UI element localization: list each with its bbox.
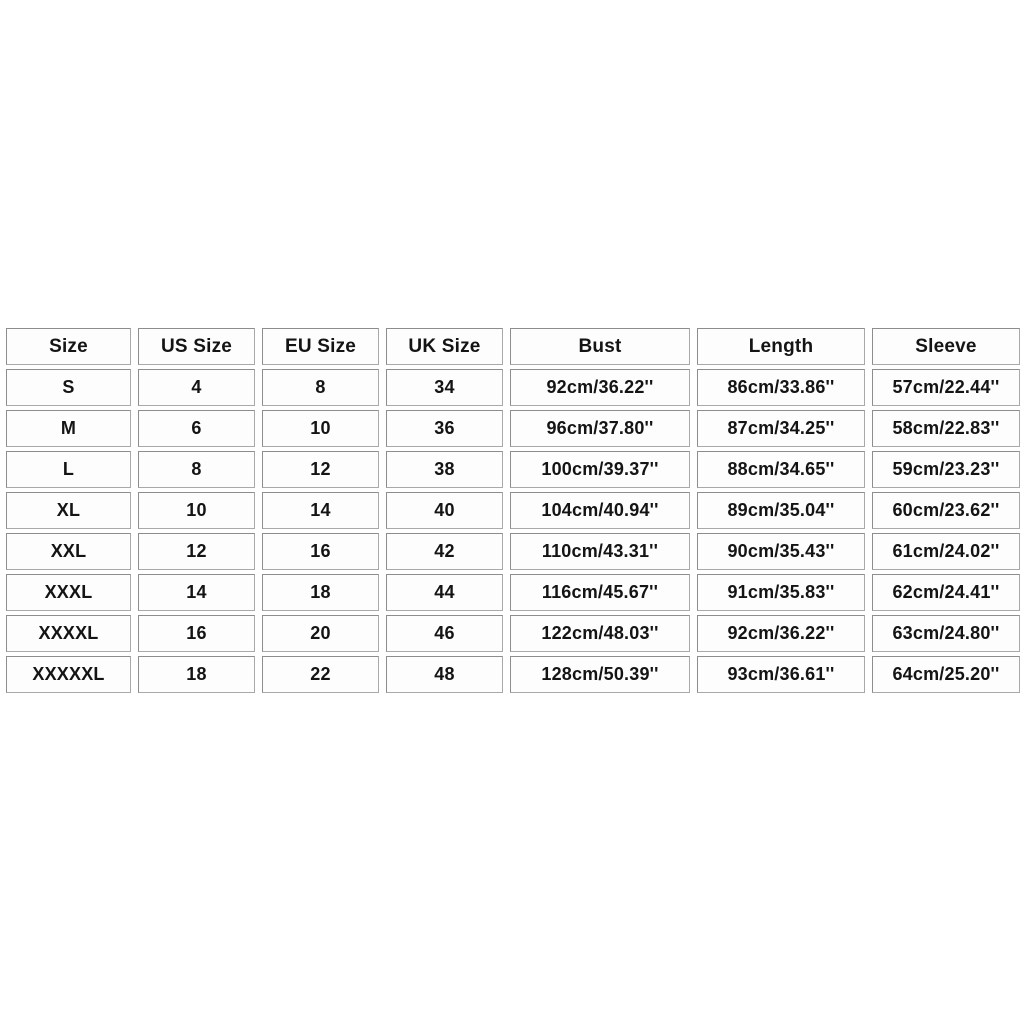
column-header-cell: Length bbox=[697, 328, 865, 365]
table-cell: 100cm/39.37'' bbox=[510, 451, 690, 488]
table-cell: 34 bbox=[386, 369, 503, 406]
table-cell: 12 bbox=[138, 533, 255, 570]
table-cell: 64cm/25.20'' bbox=[872, 656, 1020, 693]
table-cell: 89cm/35.04'' bbox=[697, 492, 865, 529]
table-cell: 91cm/35.83'' bbox=[697, 574, 865, 611]
table-cell: 59cm/23.23'' bbox=[872, 451, 1020, 488]
size-chart-table bbox=[6, 328, 1020, 693]
table-cell: 18 bbox=[262, 574, 379, 611]
table-cell: 36 bbox=[386, 410, 503, 447]
size-label-cell: L bbox=[6, 451, 131, 488]
table-cell: 110cm/43.31'' bbox=[510, 533, 690, 570]
table-cell: 14 bbox=[262, 492, 379, 529]
table-cell: 10 bbox=[262, 410, 379, 447]
table-cell: 122cm/48.03'' bbox=[510, 615, 690, 652]
table-cell: 96cm/37.80'' bbox=[510, 410, 690, 447]
table-cell: 4 bbox=[138, 369, 255, 406]
table-cell: 12 bbox=[262, 451, 379, 488]
table-cell: 87cm/34.25'' bbox=[697, 410, 865, 447]
table-cell: 116cm/45.67'' bbox=[510, 574, 690, 611]
size-label-cell: XXXXL bbox=[6, 615, 131, 652]
table-cell: 128cm/50.39'' bbox=[510, 656, 690, 693]
table-cell: 90cm/35.43'' bbox=[697, 533, 865, 570]
column-header-cell: Size bbox=[6, 328, 131, 365]
column-header-cell: US Size bbox=[138, 328, 255, 365]
table-cell: 61cm/24.02'' bbox=[872, 533, 1020, 570]
table-cell: 104cm/40.94'' bbox=[510, 492, 690, 529]
column-header-cell: UK Size bbox=[386, 328, 503, 365]
table-cell: 16 bbox=[138, 615, 255, 652]
column-header-cell: EU Size bbox=[262, 328, 379, 365]
table-cell: 42 bbox=[386, 533, 503, 570]
table-cell: 38 bbox=[386, 451, 503, 488]
table-cell: 92cm/36.22'' bbox=[510, 369, 690, 406]
table-cell: 10 bbox=[138, 492, 255, 529]
table-cell: 8 bbox=[262, 369, 379, 406]
table-cell: 48 bbox=[386, 656, 503, 693]
table-cell: 40 bbox=[386, 492, 503, 529]
table-cell: 8 bbox=[138, 451, 255, 488]
column-header-cell: Sleeve bbox=[872, 328, 1020, 365]
table-cell: 86cm/33.86'' bbox=[697, 369, 865, 406]
table-cell: 63cm/24.80'' bbox=[872, 615, 1020, 652]
table-cell: 58cm/22.83'' bbox=[872, 410, 1020, 447]
size-label-cell: M bbox=[6, 410, 131, 447]
table-cell: 14 bbox=[138, 574, 255, 611]
table-cell: 22 bbox=[262, 656, 379, 693]
table-cell: 16 bbox=[262, 533, 379, 570]
table-cell: 20 bbox=[262, 615, 379, 652]
table-cell: 6 bbox=[138, 410, 255, 447]
table-cell: 18 bbox=[138, 656, 255, 693]
table-cell: 92cm/36.22'' bbox=[697, 615, 865, 652]
size-label-cell: S bbox=[6, 369, 131, 406]
column-header-cell: Bust bbox=[510, 328, 690, 365]
table-cell: 93cm/36.61'' bbox=[697, 656, 865, 693]
table-cell: 57cm/22.44'' bbox=[872, 369, 1020, 406]
table-cell: 60cm/23.62'' bbox=[872, 492, 1020, 529]
size-label-cell: XXL bbox=[6, 533, 131, 570]
size-label-cell: XL bbox=[6, 492, 131, 529]
size-label-cell: XXXXXL bbox=[6, 656, 131, 693]
table-cell: 46 bbox=[386, 615, 503, 652]
table-cell: 88cm/34.65'' bbox=[697, 451, 865, 488]
table-cell: 44 bbox=[386, 574, 503, 611]
size-label-cell: XXXL bbox=[6, 574, 131, 611]
table-cell: 62cm/24.41'' bbox=[872, 574, 1020, 611]
